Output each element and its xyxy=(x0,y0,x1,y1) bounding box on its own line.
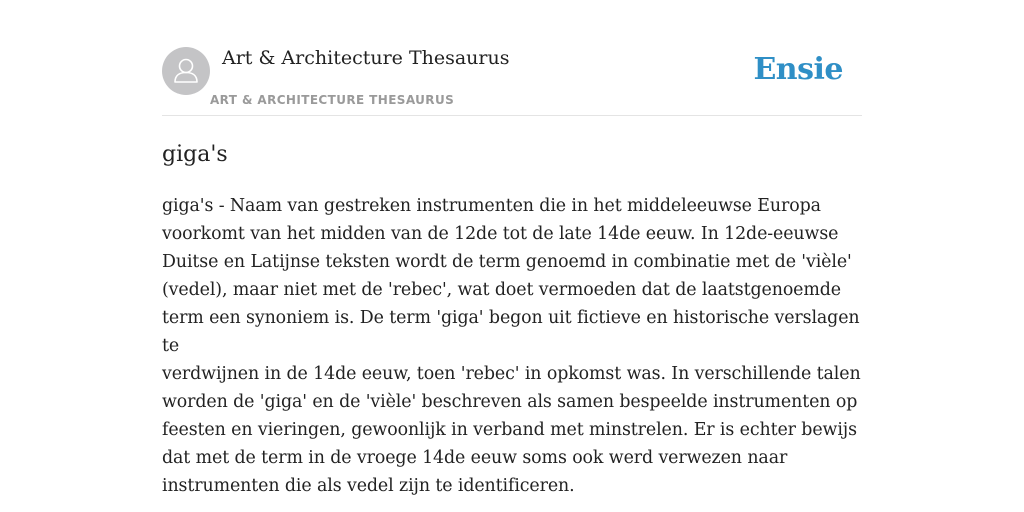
author-name[interactable]: Art & Architecture Thesaurus xyxy=(222,47,510,69)
definition-line: (vedel), maar niet met de 'rebec', wat doet vermoeden dat de laatstgenoemde xyxy=(162,280,841,300)
term-title: giga's xyxy=(162,142,228,167)
avatar[interactable] xyxy=(162,47,210,95)
definition-line: term een synoniem is. De term 'giga' begon uit fictieve en historische verslagen te xyxy=(162,308,860,356)
definition-text xyxy=(162,192,862,500)
definition-line: verdwijnen in de 14de eeuw, toen 'rebec' in opkomst was. In verschillende talen xyxy=(162,364,861,384)
author-subtitle[interactable]: ART & ARCHITECTURE THESAURUS xyxy=(210,93,455,107)
definition-line: voorkomt van het midden van de 12de tot de late 14de eeuw. In 12de-eeuwse xyxy=(162,224,839,244)
user-silhouette-icon xyxy=(162,47,210,95)
definition-line: dat met de term in de vroege 14de eeuw soms ook werd verwezen naar xyxy=(162,448,788,468)
definition-card xyxy=(162,46,862,500)
definition-line: worden de 'giga' en de 'vièle' beschreven als samen bespeelde instrumenten op xyxy=(162,392,858,412)
ensie-logo[interactable]: Ensie xyxy=(753,52,843,87)
definition-line: Duitse en Latijnse teksten wordt de term genoemd in combinatie met de 'vièle' xyxy=(162,252,852,272)
definition-line: instrumenten die als vedel zijn te identificeren. xyxy=(162,476,575,496)
definition-line: giga's - Naam van gestreken instrumenten die in het middeleeuwse Europa xyxy=(162,196,821,216)
definition-line: feesten en vieringen, gewoonlijk in verband met minstrelen. Er is echter bewijs xyxy=(162,420,857,440)
card-header xyxy=(162,46,862,116)
